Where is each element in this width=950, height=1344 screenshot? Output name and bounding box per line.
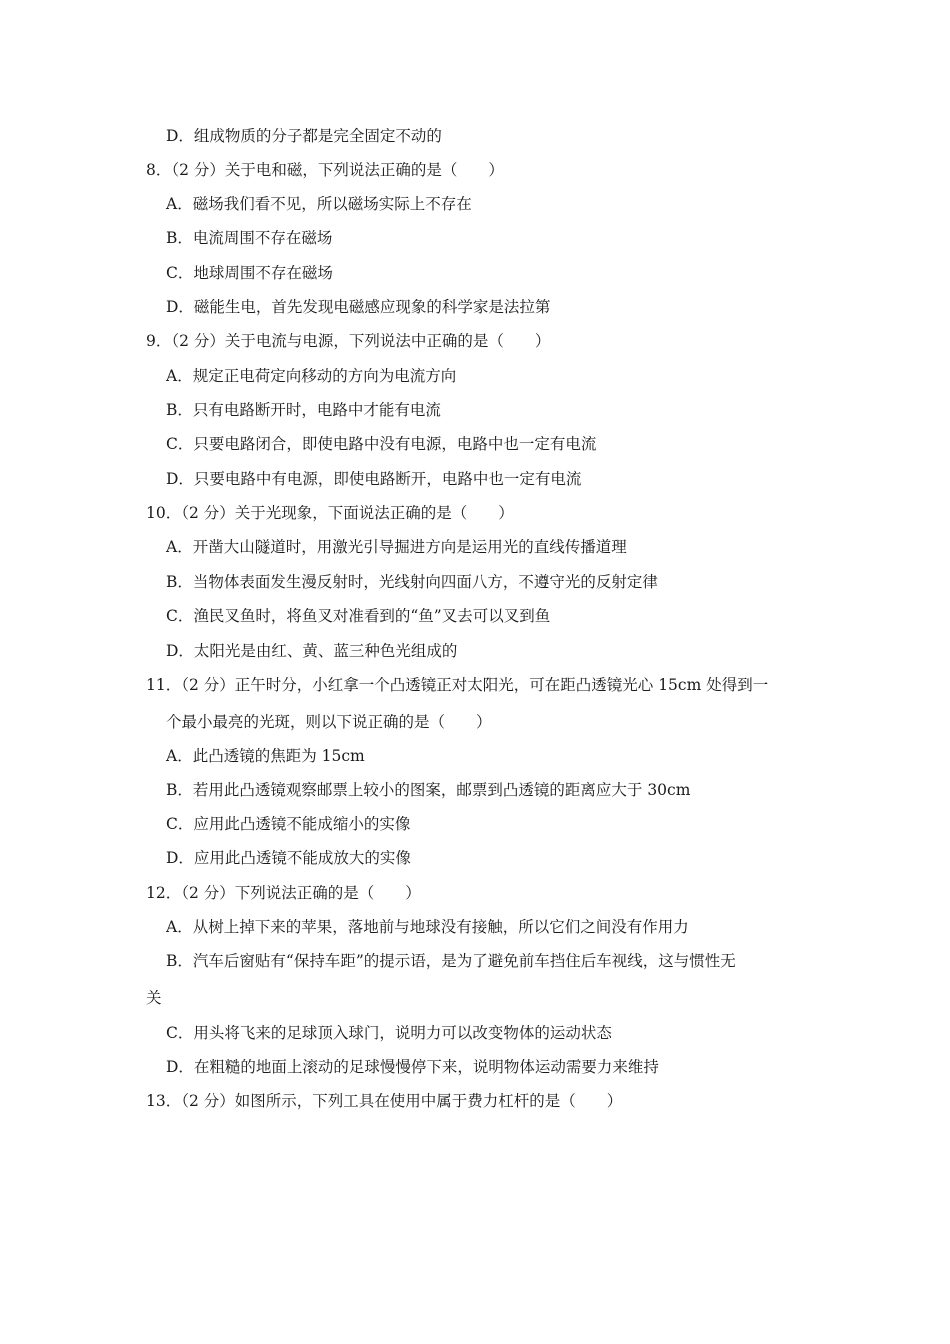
q10-option-c: C．渔民叉鱼时，将鱼叉对准看到的“鱼”叉去可以叉到鱼 [166, 607, 551, 625]
q13-stem: 13．（2 分）如图所示，下列工具在使用中属于费力杠杆的是（ ） [146, 1092, 623, 1110]
q8-option-a: A．磁场我们看不见，所以磁场实际上不存在 [166, 195, 472, 213]
q9-option-d: D．只要电路中有电源，即使电路断开，电路中也一定有电流 [166, 470, 582, 488]
q10-stem: 10．（2 分）关于光现象，下面说法正确的是（ ） [146, 504, 514, 522]
q10-option-a: A．开凿大山隧道时，用激光引导掘进方向是运用光的直线传播道理 [166, 538, 627, 556]
q7-option-d: D．组成物质的分子都是完全固定不动的 [166, 127, 442, 145]
q10-option-b: B．当物体表面发生漫反射时，光线射向四面八方，不遵守光的反射定律 [166, 573, 658, 591]
q12-option-d: D．在粗糙的地面上滚动的足球慢慢停下来，说明物体运动需要力来维持 [166, 1058, 659, 1076]
q12-option-c: C．用头将飞来的足球顶入球门，说明力可以改变物体的运动状态 [166, 1024, 612, 1042]
q8-option-d: D．磁能生电，首先发现电磁感应现象的科学家是法拉第 [166, 298, 551, 316]
q9-option-a: A．规定正电荷定向移动的方向为电流方向 [166, 367, 457, 385]
q12-option-b: B．汽车后窗贴有“保持车距”的提示语，是为了避免前车挡住后车视线，这与惯性无 [166, 952, 736, 970]
q12-option-b-continued: 关 [146, 989, 162, 1007]
q10-option-d: D．太阳光是由红、黄、蓝三种色光组成的 [166, 642, 458, 660]
q8-option-b: B．电流周围不存在磁场 [166, 229, 333, 247]
q12-option-a: A．从树上掉下来的苹果，落地前与地球没有接触，所以它们之间没有作用力 [166, 918, 689, 936]
q11-option-b: B．若用此凸透镜观察邮票上较小的图案，邮票到凸透镜的距离应大于 30cm [166, 781, 691, 799]
q8-stem: 8．（2 分）关于电和磁，下列说法正确的是（ ） [146, 161, 504, 179]
q11-option-d: D．应用此凸透镜不能成放大的实像 [166, 849, 411, 867]
q12-stem: 12．（2 分）下列说法正确的是（ ） [146, 884, 421, 902]
q9-option-c: C．只要电路闭合，即使电路中没有电源，电路中也一定有电流 [166, 435, 597, 453]
q8-option-c: C．地球周围不存在磁场 [166, 264, 333, 282]
q11-stem-continued: 个最小最亮的光斑，则以下说正确的是（ ） [166, 713, 492, 731]
q11-option-a: A．此凸透镜的焦距为 15cm [166, 747, 365, 765]
q11-stem: 11．（2 分）正午时分，小红拿一个凸透镜正对太阳光，可在距凸透镜光心 15cm 处得到一 [146, 676, 769, 694]
q9-option-b: B．只有电路断开时，电路中才能有电流 [166, 401, 441, 419]
q9-stem: 9．（2 分）关于电流与电源，下列说法中正确的是（ ） [146, 332, 551, 350]
q11-option-c: C．应用此凸透镜不能成缩小的实像 [166, 815, 411, 833]
